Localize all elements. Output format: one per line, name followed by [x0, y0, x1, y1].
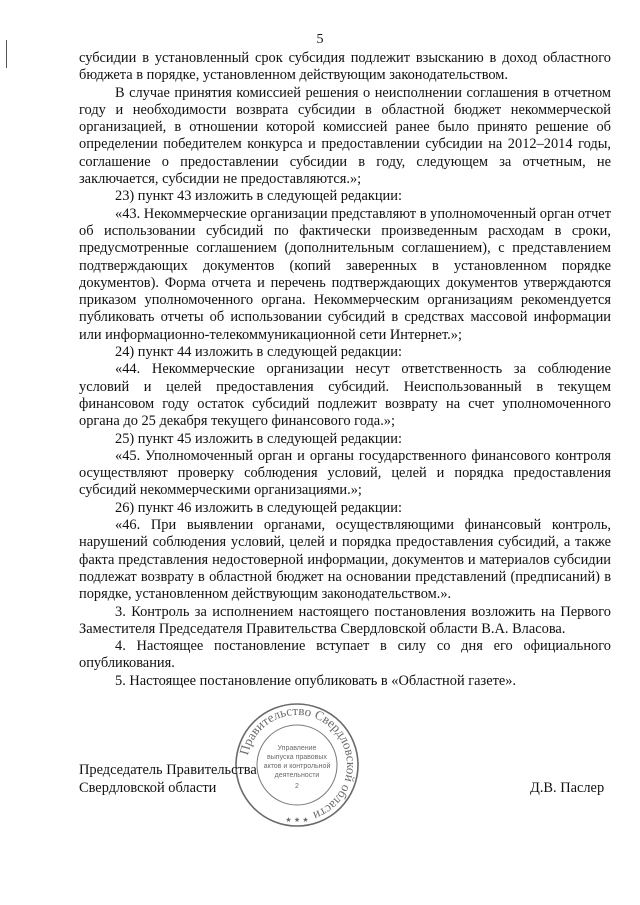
stamp-inner-line: актов и контрольной	[263, 763, 331, 770]
signature-title	[79, 762, 257, 797]
paragraph: 4. Настоящее постановление вступает в силу со дня его официального опубликования.	[79, 638, 611, 672]
stamp-stars: ★ ★ ★	[285, 816, 309, 824]
page-number: 5	[316, 32, 324, 47]
paragraph: «45. Уполномоченный орган и органы государственного финансового контроля осуществляют проверку соблюдения условий, целей и порядка предоставления субсидий некоммерческими организациями.»;	[79, 447, 611, 499]
paragraph: 24) пункт 44 изложить в следующей редакции:	[115, 344, 402, 361]
paragraph: 5. Настоящее постановление опубликовать в «Областной газете».	[115, 672, 517, 689]
paragraph: «46. При выявлении органами, осуществляющими финансовый контроль, нарушений соблюдения условий, целей и порядка предоставления субсидий, а также факта представления недостоверной информации, документов и материалов субсидии подлежат возврату в областной бюджет на основании представлений (предписаний) в порядке, установленном действующим законодательством.».	[79, 517, 611, 603]
stamp-inner-line: 2	[295, 783, 299, 790]
stamp-inner-line: выпуска правовых	[267, 754, 327, 761]
paragraph: 23) пункт 43 изложить в следующей редакции:	[115, 188, 402, 205]
paragraph: 3. Контроль за исполнением настоящего постановления возложить на Первого Заместителя Председателя Правительства Свердловской области В.А. Власова.	[79, 603, 611, 637]
signature-title-line2: Свердловской области	[79, 779, 217, 796]
signature-title-line1: Председатель Правительства	[79, 762, 257, 778]
paragraph: субсидии в установленный срок субсидия подлежит взысканию в доход областного бюджета в порядке, установленном действующим законодательством.	[79, 50, 611, 84]
signer-name: Д.В. Паслер	[530, 780, 605, 796]
paragraph: 26) пункт 46 изложить в следующей редакции:	[115, 499, 402, 516]
paragraph: «44. Некоммерческие организации несут ответственность за соблюдение условий и целей предоставления субсидий. Неиспользованный в текущем финансовом году остаток субсидий подлежит возврату на счет уполномоченного органа до 25 декабря текущего финансового года.»;	[79, 361, 611, 430]
paragraph: «43. Некоммерческие организации представляют в уполномоченный орган отчет об использовании субсидий по фактически произведенным расходам в сроки, предусмотренные соглашением (дополнительным соглашением), с представлением подтверждающих документов (копий заверенных в установленном порядке документов). Форма отчета и перечень подтверждающих документов утверждаются приказом уполномоченного органа. Некоммерческим организациям рекомендуется публиковать отчеты об использовании субсидий в средствах массовой информации или информационно-телекоммуникационной сети Интернет.»;	[79, 205, 611, 343]
stamp-inner-line: Управление	[277, 745, 317, 752]
document-body	[79, 50, 611, 690]
stamp-outer-text: Правительство Свердловской области	[236, 702, 360, 824]
paragraph: 25) пункт 45 изложить в следующей редакции:	[115, 430, 402, 447]
stamp-inner-line: деятельности	[274, 772, 320, 779]
paragraph: В случае принятия комиссией решения о неисполнении соглашения в отчетном году и необходимости возврата субсидии в областной бюджет некоммерческой организацией, в отношении которой комиссией ранее было принято решение об определении победителем конкурса и предоставлении субсидии на 2012–2014 годы, соглашение о предоставлении субсидии в году, следующем за отчетным, не заключается, субсидии не предоставляются.»;	[79, 84, 611, 188]
